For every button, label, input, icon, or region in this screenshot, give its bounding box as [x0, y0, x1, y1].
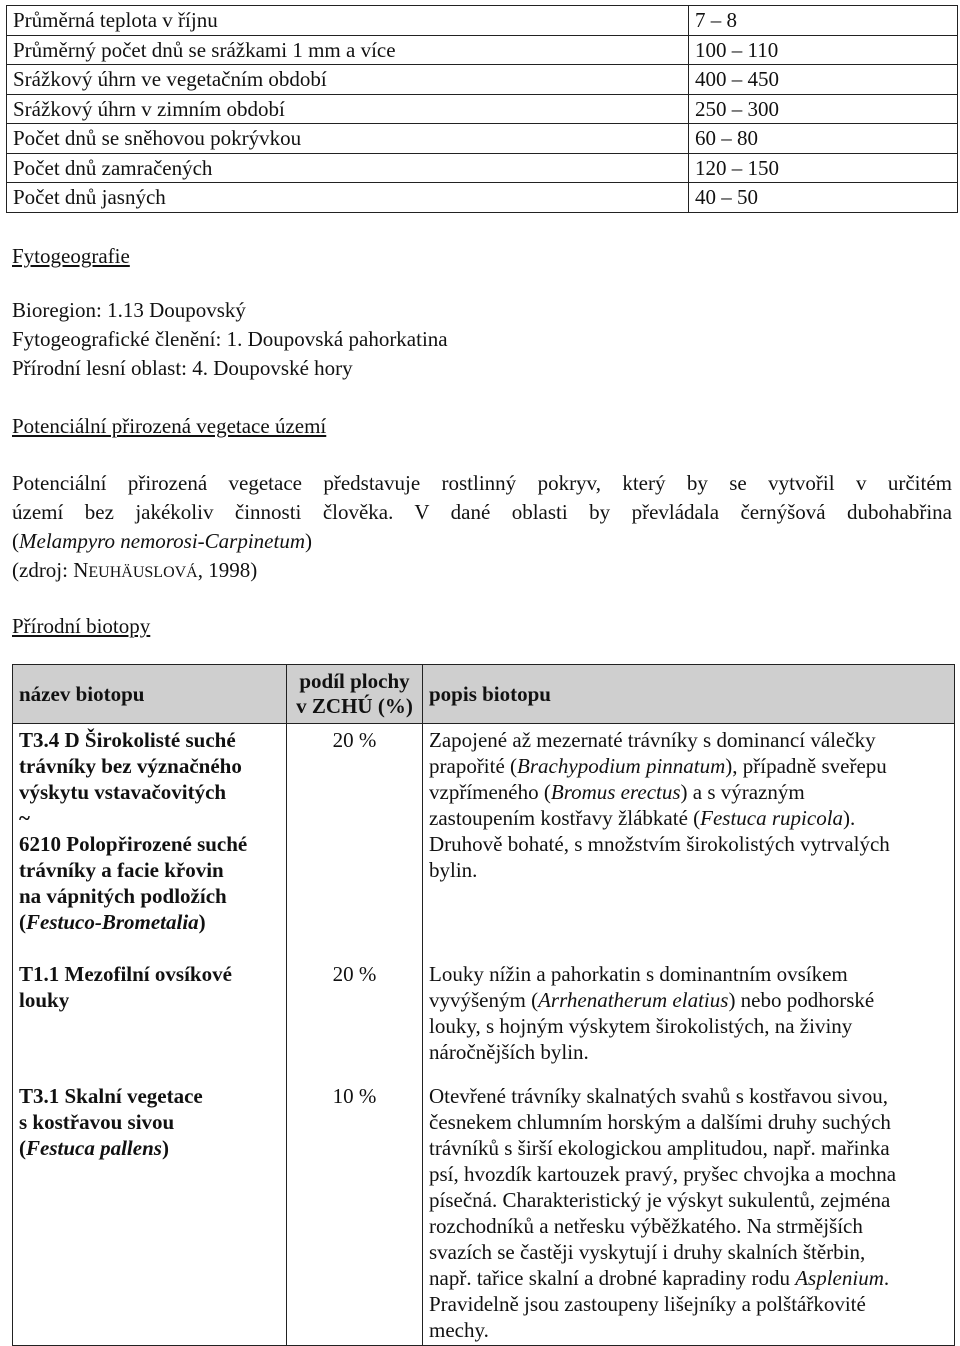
climate-value: 100 – 110: [689, 35, 958, 65]
biotop-name-line: výskytu vstavačovitých: [19, 780, 227, 804]
climate-row: [7, 65, 958, 95]
paren-close: ): [305, 529, 312, 553]
fytogeografie-heading: Fytogeografie: [12, 244, 130, 268]
biotop-description-line: mechy.: [429, 1318, 489, 1342]
biotopy-table: [12, 664, 955, 1346]
biotop-description-line: psí, hvozdík kartouzek pravý, pryšec chvojka a mochna: [429, 1162, 897, 1186]
biotop-description-line: svazích se častěji vyskytují i druhy skalních štěrbin,: [429, 1240, 866, 1264]
biotop-description-line: např. tařice skalní a drobné kapradiny rodu Asplenium.: [429, 1266, 890, 1290]
biotop-name: [13, 724, 287, 958]
biotop-share: 20 %: [287, 724, 423, 958]
biotop-name-line: 6210 Polopřirozené suché: [19, 832, 248, 856]
biotop-description-line: prapořité (Brachypodium pinnatum), případně sveřepu: [429, 754, 887, 778]
climate-value: 40 – 50: [689, 183, 958, 213]
biotop-name-line: trávníky a facie křovin: [19, 858, 224, 882]
latin-name: Festuco-Brometalia: [26, 910, 199, 934]
biotop-description-line: Pravidelně jsou zastoupeny lišejníky a polštářkovité: [429, 1292, 866, 1316]
biotop-name-line: T1.1 Mezofilní ovsíkové: [19, 962, 232, 986]
biotop-description-line: Louky nížin a pahorkatin s dominantním ovsíkem: [429, 962, 848, 986]
biotop-name-line: na vápnitých podložích: [19, 884, 227, 908]
col-share-line-1: podíl plochy: [299, 669, 410, 693]
latin-name: Brachypodium pinnatum: [517, 754, 726, 778]
biotop-share: 20 %: [287, 957, 423, 1079]
biotop-name-line: T3.1 Skalní vegetace: [19, 1084, 203, 1108]
vegetace-paragraph: [12, 469, 952, 587]
fytogeografie-details: [12, 296, 952, 383]
biotop-name-line: (Festuco-Brometalia): [19, 910, 206, 934]
climate-label: Počet dnů jasných: [7, 183, 689, 213]
climate-row: [7, 35, 958, 65]
climate-value: 120 – 150: [689, 153, 958, 183]
climate-value: 400 – 450: [689, 65, 958, 95]
latin-name: Asplenium: [795, 1266, 884, 1290]
biotop-description-line: česnekem chlumním horským a dalšími druhy suchých: [429, 1110, 891, 1134]
latin-name: Bromus erectus: [550, 780, 681, 804]
biotop-name-line: s kostřavou sivou: [19, 1110, 175, 1134]
bioregion-line: Bioregion: 1.13 Doupovský: [12, 298, 246, 322]
biotop-row: [13, 957, 955, 1079]
biotop-description: [423, 957, 955, 1079]
climate-row: [7, 153, 958, 183]
biotopy-header-row: [13, 665, 955, 724]
biotop-name: [13, 1079, 287, 1346]
latin-name: Festuca rupicola: [700, 806, 844, 830]
biotop-name-line: trávníky bez význačného: [19, 754, 242, 778]
source-author: EUHÄUSLOVÁ: [88, 564, 198, 581]
oblast-line: Přírodní lesní oblast: 4. Doupovské hory: [12, 356, 353, 380]
climate-label: Počet dnů se sněhovou pokrývkou: [7, 124, 689, 154]
biotopy-heading: Přírodní biotopy: [12, 614, 151, 638]
climate-value: 250 – 300: [689, 94, 958, 124]
col-name-header: název biotopu: [13, 665, 287, 724]
climate-label: Průměrný počet dnů se srážkami 1 mm a více: [7, 35, 689, 65]
biotop-name-line: (Festuca pallens): [19, 1136, 169, 1160]
climate-value: 60 – 80: [689, 124, 958, 154]
biotop-description-line: zastoupením kostřavy žlábkaté (Festuca rupicola).: [429, 806, 856, 830]
vegetace-heading: Potenciální přirozená vegetace území: [12, 414, 327, 438]
paren-open: (: [12, 529, 19, 553]
climate-label: Průměrná teplota v říjnu: [7, 6, 689, 36]
biotop-description-line: louky, s hojným výskytem širokolistých, na živiny: [429, 1014, 853, 1038]
biotopy-heading-block: [12, 612, 952, 641]
fytogeografie-section: [12, 242, 952, 271]
biotop-name: [13, 957, 287, 1079]
biotop-description-line: Druhově bohaté, s množstvím širokolistých vytrvalých: [429, 832, 890, 856]
col-share-line-2: v ZCHÚ (%): [296, 694, 413, 718]
biotop-description-line: písečná. Charakteristický je výskyt sukulentů, zejména: [429, 1188, 891, 1212]
source-year: , 1998): [197, 558, 258, 582]
vegetace-line-1: Potenciální přirozená vegetace představuje rostlinný pokryv, který by se vytvořil v určitém: [12, 471, 952, 495]
latin-name: Festuca pallens: [26, 1136, 162, 1160]
biotop-description-line: Zapojené až mezernaté trávníky s dominancí válečky: [429, 728, 876, 752]
biotop-name-line: ~: [19, 806, 30, 830]
climate-label: Srážkový úhrn v zimním období: [7, 94, 689, 124]
biotop-description-line: náročnějších bylin.: [429, 1040, 589, 1064]
biotop-description: [423, 1079, 955, 1346]
biotop-description-line: trávníků s širší ekologickou amplitudou, např. mařinka: [429, 1136, 890, 1160]
latin-name: Arrhenatherum elatius: [538, 988, 729, 1012]
climate-label: Srážkový úhrn ve vegetačním období: [7, 65, 689, 95]
source-prefix: (zdroj: N: [12, 558, 89, 582]
climate-value: 7 – 8: [689, 6, 958, 36]
climate-row: [7, 6, 958, 36]
biotop-name-line: T3.4 D Širokolisté suché: [19, 728, 236, 752]
biotop-description-line: bylin.: [429, 858, 478, 882]
biotop-row: [13, 1079, 955, 1346]
biotop-description-line: rozchodníků a netřesku výběžkatého. Na strmějších: [429, 1214, 863, 1238]
vegetace-line-3: [12, 527, 952, 556]
biotop-description-line: vyvýšeným (Arrhenatherum elatius) nebo podhorské: [429, 988, 875, 1012]
source-line: [12, 556, 952, 587]
biotop-row: [13, 724, 955, 958]
climate-table: [6, 5, 958, 213]
biotop-share: 10 %: [287, 1079, 423, 1346]
biotop-description-line: vzpřímeného (Bromus erectus) a s výrazným: [429, 780, 805, 804]
col-share-header: [287, 665, 423, 724]
col-desc-header: popis biotopu: [423, 665, 955, 724]
climate-label: Počet dnů zamračených: [7, 153, 689, 183]
biotop-description: [423, 724, 955, 958]
latin-name: Melampyro nemorosi-Carpinetum: [19, 529, 305, 553]
climate-row: [7, 94, 958, 124]
climate-row: [7, 183, 958, 213]
vegetace-heading-block: [12, 412, 952, 441]
climate-row: [7, 124, 958, 154]
cleneni-line: Fytogeografické členění: 1. Doupovská pahorkatina: [12, 327, 448, 351]
vegetace-line-2: území bez jakékoliv činnosti člověka. V dané oblasti by převládala černýšová dubohabřina: [12, 500, 952, 524]
biotop-description-line: Otevřené trávníky skalnatých svahů s kostřavou sivou,: [429, 1084, 888, 1108]
biotop-name-line: louky: [19, 988, 70, 1012]
